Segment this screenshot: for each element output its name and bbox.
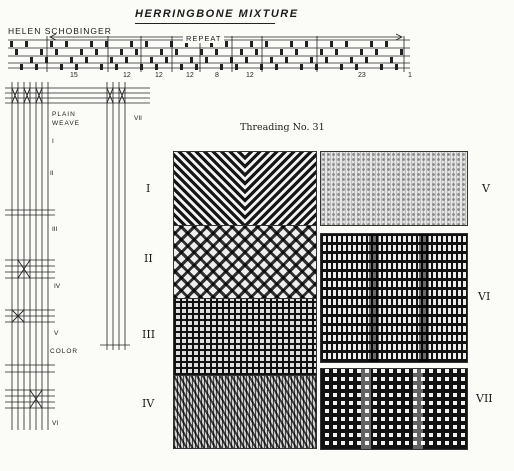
- treadling-label: II: [50, 170, 54, 177]
- weave-sample-i: [173, 151, 317, 226]
- author-name: HELEN SCHOBINGER: [8, 26, 112, 36]
- thread-count: 8: [215, 72, 219, 79]
- repeat-label: REPEAT: [183, 34, 224, 43]
- weave-sample-vii: [320, 368, 468, 450]
- color-label: COLOR: [50, 348, 79, 355]
- thread-count: 12: [246, 72, 254, 79]
- panel-label: I: [146, 182, 151, 195]
- treadling-label: VI: [52, 420, 59, 427]
- panel-label: V: [482, 182, 490, 195]
- photo-title: Threading No. 31: [240, 122, 325, 133]
- thread-count: 23: [358, 72, 366, 79]
- treadling-label: IV: [54, 283, 61, 290]
- weave-sample-v: [320, 151, 468, 226]
- treadling-label: VII: [134, 115, 142, 122]
- panel-label: VI: [478, 290, 491, 303]
- draft-title: HERRINGBONE MIXTURE: [135, 8, 299, 20]
- thread-count: 12: [155, 72, 163, 79]
- plain-weave-label: PLAIN WEAVE: [52, 111, 80, 127]
- weave-sample-ii: [173, 225, 317, 299]
- thread-count: 12: [123, 72, 131, 79]
- panel-label: VII: [476, 392, 493, 405]
- treadling-label: V: [54, 330, 59, 337]
- thread-count: 1: [408, 72, 412, 79]
- weave-sample-vi: [320, 233, 468, 363]
- thread-count: 15: [70, 72, 78, 79]
- thread-count: 12: [186, 72, 194, 79]
- panel-label: IV: [142, 397, 155, 410]
- panel-label: III: [142, 328, 156, 341]
- treadling-label: III: [52, 226, 58, 233]
- panel-label: II: [144, 252, 153, 265]
- weave-sample-iv: [173, 375, 317, 449]
- weave-sample-iii: [173, 298, 317, 376]
- treadling-label: I: [52, 138, 54, 145]
